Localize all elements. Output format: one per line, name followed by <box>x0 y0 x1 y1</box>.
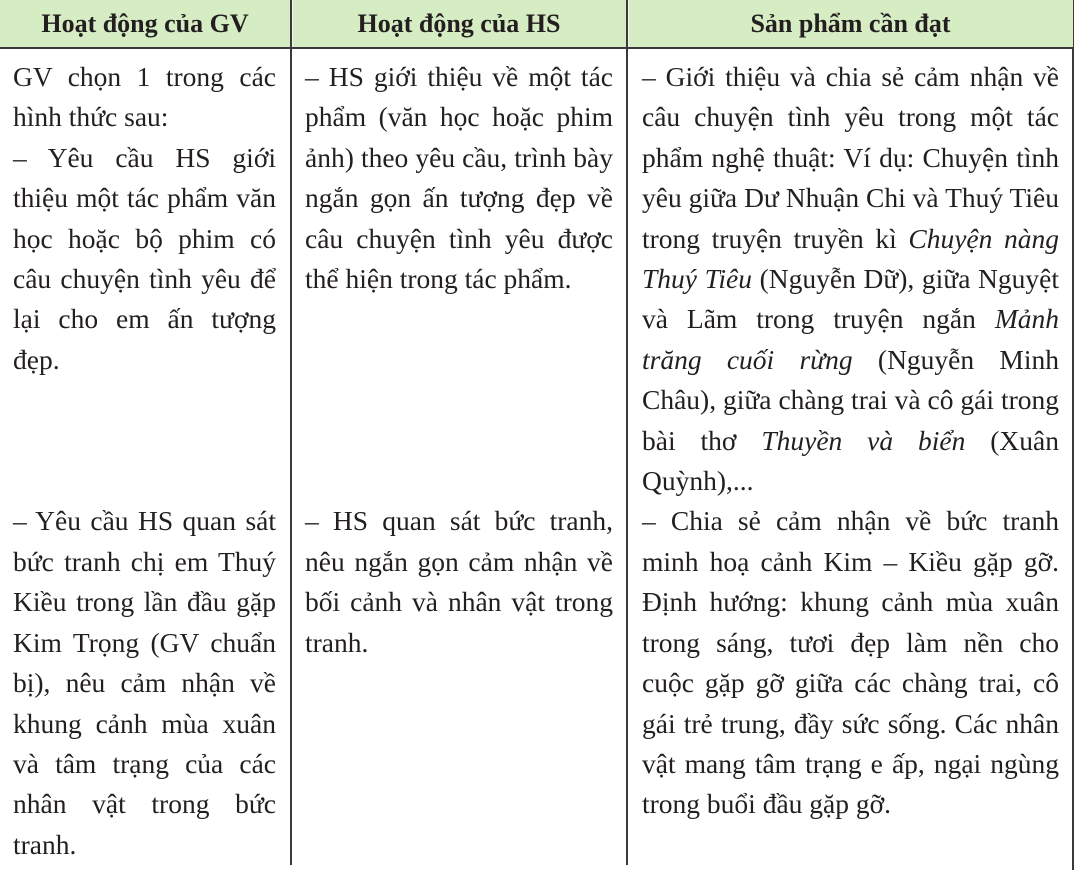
teacher-activity-text: – Yêu cầu HS quan sát bức tranh chị em Thuý Kiều trong lần đầu gặp Kim Trọng (GV chuẩn bị), nêu cảm nhận về khung cảnh mùa xuân và tâm trạng của các nhân vật trong bức tranh. <box>13 505 276 860</box>
table-row <box>0 501 1073 865</box>
expected-text-part: – Giới thiệu và chia sẻ cảm nhận về câu chuyện tình yêu trong một tác phẩm nghệ thuật: Ví dụ: Chuyện tình yêu giữa Dư Nhuận Chi và Thuý Tiêu trong truyện truyền kì <box>642 61 1059 254</box>
cell-student-activity <box>291 501 627 865</box>
header-student-activity: Hoạt động của HS <box>291 0 627 48</box>
work-title: Chuyện nàng Thuý Tiêu <box>642 222 1059 295</box>
student-activity-text: – HS giới thiệu về một tác phẩm (văn học hoặc phim ảnh) theo yêu cầu, trình bày ngắn gọn ấn tượng đẹp về câu chuyện tình yêu được thể hiện trong tác phẩm. <box>305 61 613 295</box>
teacher-intro-text: GV chọn 1 trong các hình thức sau: <box>13 61 276 133</box>
expected-text-part: (Nguyễn Minh Châu), giữa chàng trai và cô gái trong bài thơ <box>642 343 1059 456</box>
header-teacher-activity: Hoạt động của GV <box>0 0 291 48</box>
expected-product-text: – Chia sẻ cảm nhận về bức tranh minh hoạ cảnh Kim – Kiều gặp gỡ. Định hướng: khung cảnh mùa xuân trong sáng, tươi đẹp làm nền cho cuộc gặp gỡ giữa các chàng trai, cô gái trẻ trung, đầy sức sống. Các nhân vật mang tâm trạng e ấp, ngại ngùng trong buổi đầu gặp gỡ. <box>642 505 1059 820</box>
table-header-row <box>0 0 1073 48</box>
work-title: Thuyền và biển <box>761 424 966 456</box>
cell-teacher-activity <box>0 48 291 501</box>
table-row <box>0 48 1073 501</box>
cell-teacher-activity <box>0 501 291 865</box>
cell-student-activity <box>291 48 627 501</box>
expected-text-part: (Xuân Quỳnh),... <box>642 424 1059 497</box>
expected-product-text <box>642 57 1059 501</box>
work-title: Mảnh trăng cuối rừng <box>642 303 1059 375</box>
cell-expected-product <box>627 48 1073 501</box>
student-activity-text: – HS quan sát bức tranh, nêu ngắn gọn cảm nhận về bối cảnh và nhân vật trong tranh. <box>305 505 613 658</box>
teacher-activity-text: – Yêu cầu HS giới thiệu một tác phẩm văn học hoặc bộ phim có câu chuyện tình yêu để lại cho em ấn tượng đẹp. <box>13 141 276 375</box>
cell-expected-product <box>627 501 1073 865</box>
expected-text-part: (Nguyễn Dữ), giữa Nguyệt và Lãm trong truyện ngắn <box>642 263 1060 335</box>
header-expected-product: Sản phẩm cần đạt <box>627 0 1073 48</box>
